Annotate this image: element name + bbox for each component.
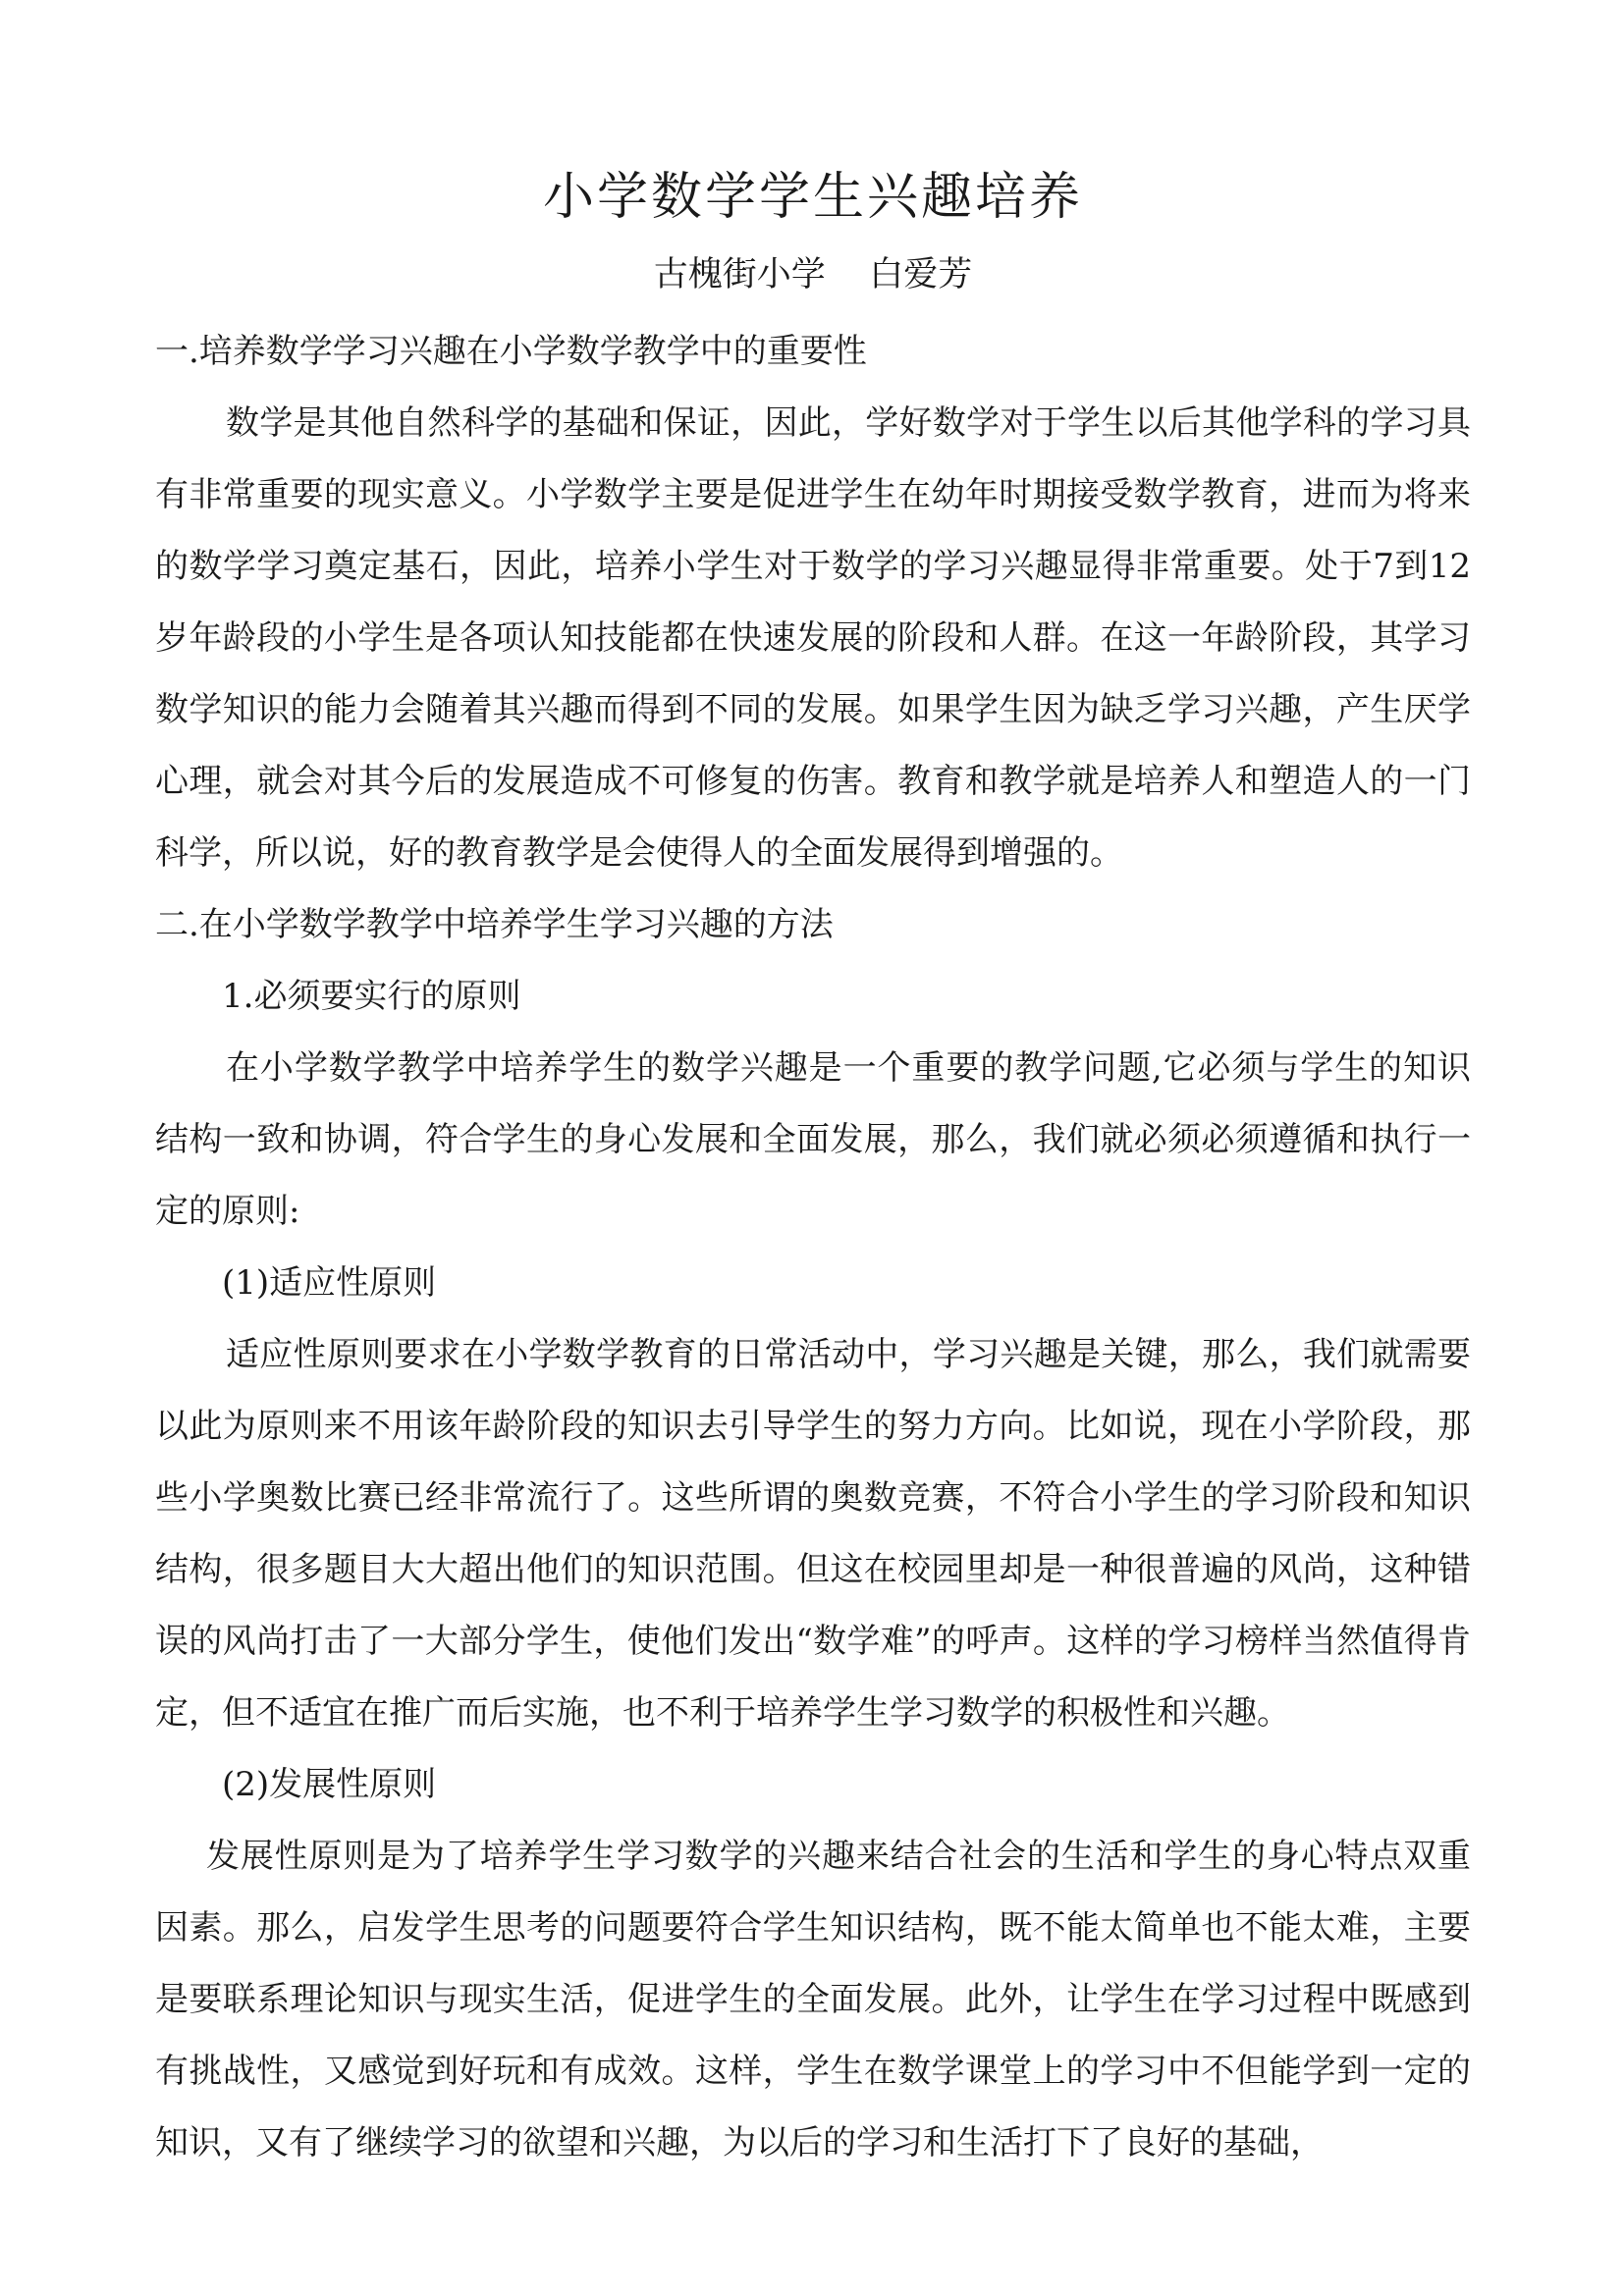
subheading-development: (2)发展性原则 bbox=[222, 1765, 437, 1804]
subheading-principles: 1.必须要实行的原则 bbox=[222, 977, 521, 1016]
document-body bbox=[155, 316, 1471, 2179]
subheading-adaptability: (1)适应性原则 bbox=[222, 1263, 437, 1303]
section-heading-1: 一.培养数学学习兴趣在小学数学教学中的重要性 bbox=[155, 332, 867, 371]
section-heading-2: 二.在小学数学教学中培养学生学习兴趣的方法 bbox=[155, 905, 834, 944]
paragraph-principles-intro: 在小学数学教学中培养学生的数学兴趣是一个重要的教学问题,它必须与学生的知识结构一致和协调，符合学生的身心发展和全面发展，那么，我们就必须必须遵循和执行一定的原则: bbox=[155, 1048, 1471, 1231]
paragraph-development: 发展性原则是为了培养学生学习数学的兴趣来结合社会的生活和学生的身心特点双重因素。那么，启发学生思考的问题要符合学生知识结构，既不能太简单也不能太难，主要是要联系理论知识与现实生活，促进学生的全面发展。此外，让学生在学习过程中既感到有挑战性，又感觉到好玩和有成效。这样，学生在数学课堂上的学习中不但能学到一定的知识，又有了继续学习的欲望和兴趣，为以后的学习和生活打下了良好的基础， bbox=[155, 1837, 1471, 2163]
author-line: 古槐街小学 白爱芳 bbox=[653, 255, 973, 294]
paragraph-importance: 数学是其他自然科学的基础和保证，因此，学好数学对于学生以后其他学科的学习具有非常重要的现实意义。小学数学主要是促进学生在幼年时期接受数学教育，进而为将来的数学学习奠定基石，因此，培养小学生对于数学的学习兴趣显得非常重要。处于7到12岁年龄段的小学生是各项认知技能都在快速发展的阶段和人群。在这一年龄阶段，其学习数学知识的能力会随着其兴趣而得到不同的发展。如果学生因为缺乏学习兴趣，产生厌学心理，就会对其今后的发展造成不可修复的伤害。教育和教学就是培养人和塑造人的一门科学，所以说，好的教育教学是会使得人的全面发展得到增强的。 bbox=[155, 403, 1471, 873]
paragraph-adaptability: 适应性原则要求在小学数学教育的日常活动中，学习兴趣是关键，那么，我们就需要以此为原则来不用该年龄阶段的知识去引导学生的努力方向。比如说，现在小学阶段，那些小学奥数比赛已经非常流行了。这些所谓的奥数竞赛，不符合小学生的学习阶段和知识结构，很多题目大大超出他们的知识范围。但这在校园里却是一种很普遍的风尚，这种错误的风尚打击了一大部分学生，使他们发出“数学难”的呼声。这样的学习榜样当然值得肯定，但不适宜在推广而后实施，也不利于培养学生学习数学的积极性和兴趣。 bbox=[155, 1335, 1471, 1733]
document-title: 小学数学学生兴趣培养 bbox=[542, 168, 1083, 227]
